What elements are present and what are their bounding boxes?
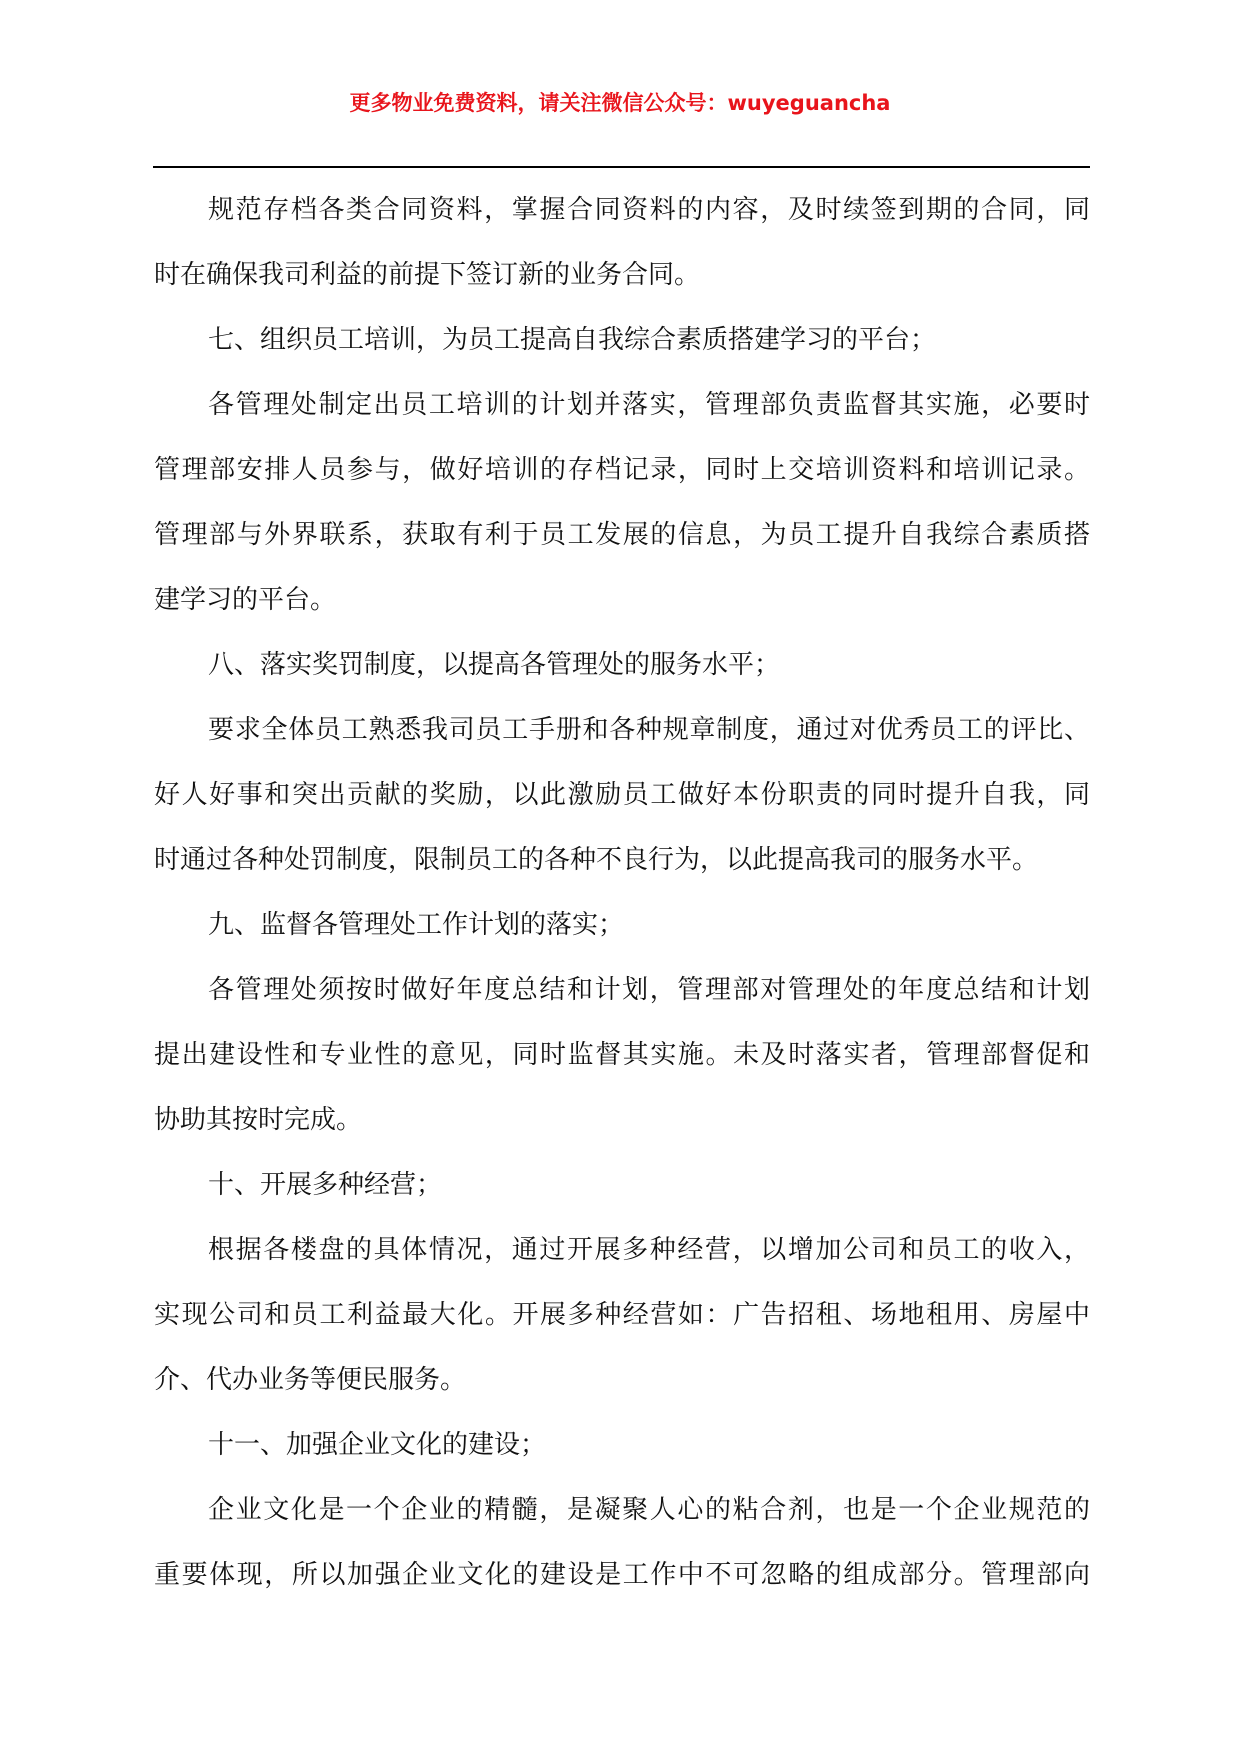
text-line: 管理部与外界联系，获取有利于员工发展的信息，为员工提升自我综合素质搭 [154,520,1090,550]
text-line: 八、落实奖罚制度，以提高各管理处的服务水平； [208,650,781,680]
text-line: 重要体现，所以加强企业文化的建设是工作中不可忽略的组成部分。管理部向 [154,1560,1090,1590]
text-line: 时通过各种处罚制度，限制员工的各种不良行为，以此提高我司的服务水平。 [154,845,1039,875]
text-line: 要求全体员工熟悉我司员工手册和各种规章制度，通过对优秀员工的评比、 [208,715,1090,745]
text-line: 根据各楼盘的具体情况，通过开展多种经营，以增加公司和员工的收入， [208,1235,1090,1265]
text-line: 各管理处制定出员工培训的计划并落实，管理部负责监督其实施，必要时 [208,390,1090,420]
paragraph [154,698,1090,893]
text-line: 各管理处须按时做好年度总结和计划，管理部对管理处的年度总结和计划 [208,975,1090,1005]
text-line: 七、组织员工培训，为员工提高自我综合素质搭建学习的平台； [208,325,937,355]
text-line: 实现公司和员工利益最大化。开展多种经营如：广告招租、场地租用、房屋中 [154,1300,1090,1330]
text-line: 企业文化是一个企业的精髓，是凝聚人心的粘合剂，也是一个企业规范的 [208,1495,1090,1525]
paragraph [154,1153,1090,1218]
text-line: 建学习的平台。 [154,585,337,615]
text-line: 协助其按时完成。 [154,1105,363,1135]
text-line: 规范存档各类合同资料，掌握合同资料的内容，及时续签到期的合同，同 [208,195,1090,225]
text-line: 十、开展多种经营； [208,1170,443,1200]
text-line: 提出建设性和专业性的意见，同时监督其实施。未及时落实者，管理部督促和 [154,1040,1090,1070]
document-body [154,178,1090,1608]
paragraph [154,893,1090,958]
header-divider [153,166,1090,168]
text-line: 好人好事和突出贡献的奖励，以此激励员工做好本份职责的同时提升自我，同 [154,780,1090,810]
text-line: 时在确保我司利益的前提下签订新的业务合同。 [154,260,701,290]
paragraph [154,308,1090,373]
text-line: 九、监督各管理处工作计划的落实； [208,910,625,940]
paragraph [154,178,1090,308]
paragraph [154,1413,1090,1478]
paragraph [154,1478,1090,1608]
text-line: 管理部安排人员参与，做好培训的存档记录，同时上交培训资料和培训记录。 [154,455,1090,485]
paragraph [154,373,1090,633]
paragraph [154,633,1090,698]
paragraph [154,958,1090,1153]
text-line: 十一、加强企业文化的建设； [208,1430,547,1460]
text-line: 介、代办业务等便民服务。 [154,1365,467,1395]
paragraph [154,1218,1090,1413]
page-header: 更多物业免费资料，请关注微信公众号：wuyeguancha [349,91,891,115]
